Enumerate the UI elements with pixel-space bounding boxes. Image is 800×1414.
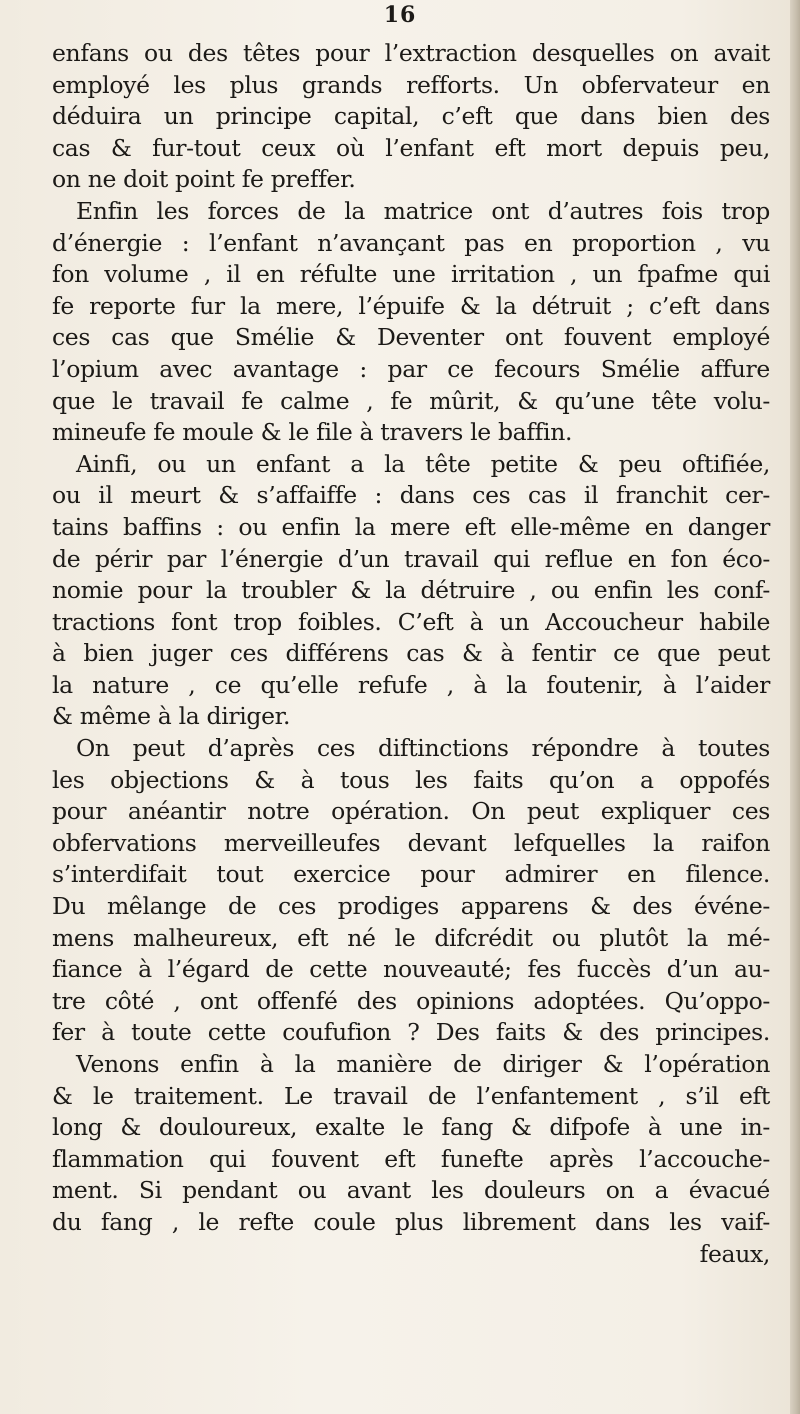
text-line: mineufe fe moule & le file à travers le baffin. <box>52 418 573 447</box>
text-line: les objections & à tous les faits qu’on a oppofés <box>52 765 770 794</box>
body-text <box>52 38 770 1270</box>
text-line: obfervations merveilleufes devant lefquelles la raifon <box>52 828 770 857</box>
text-line: ces cas que Smélie & Deventer ont fouvent employé <box>52 323 770 352</box>
text-line: du fang , le refte coule plus librement dans les vaif- <box>52 1207 770 1236</box>
page-edge <box>790 0 800 1414</box>
text-line: mens malheureux, eft né le difcrédit ou plutôt la mé- <box>52 923 770 952</box>
text-line: & même à la diriger. <box>52 702 291 731</box>
text-line: à bien juger ces différens cas & à fentir ce que peut <box>52 639 770 668</box>
text-line: flammation qui fouvent eft funefte après l’accouche- <box>52 1144 770 1173</box>
text-line: tractions font trop foibles. C’eft à un Accoucheur habile <box>52 607 770 636</box>
text-line: d’énergie : l’enfant n’avançant pas en proportion , vu <box>52 228 770 257</box>
text-line: Ainfi, ou un enfant a la tête petite & peu oftifiée, <box>76 449 770 478</box>
text-line: fon volume , il en réfulte une irritation , un fpafme qui <box>52 260 770 289</box>
text-line: employé les plus grands refforts. Un obfervateur en <box>52 70 770 99</box>
text-line: la nature , ce qu’elle refufe , à la foutenir, à l’aider <box>52 670 770 699</box>
text-line: Venons enfin à la manière de diriger & l’opération <box>76 1050 770 1078</box>
text-line: Du mêlange de ces prodiges apparens & des événe- <box>52 892 770 921</box>
text-line: fiance à l’égard de cette nouveauté; fes fuccès d’un au- <box>52 955 770 984</box>
text-line: nomie pour la troubler & la détruire , ou enfin les conf- <box>52 576 770 605</box>
text-line: on ne doit point fe preffer. <box>52 165 356 194</box>
text-line: ment. Si pendant ou avant les douleurs on a évacué <box>52 1176 770 1205</box>
text-line: fer à toute cette coufufion ? Des faits & des principes. <box>52 1018 770 1047</box>
text-line: s’interdifait tout exercice pour admirer en filence. <box>52 860 770 889</box>
text-line: cas & fur-tout ceux où l’enfant eft mort depuis peu, <box>52 133 770 162</box>
text-line: & le traitement. Le travail de l’enfantement , s’il eft <box>52 1081 770 1110</box>
text-line: ou il meurt & s’affaiffe : dans ces cas il franchit cer- <box>52 481 770 510</box>
text-line: tre côté , ont offenfé des opinions adoptées. Qu’oppo- <box>52 986 770 1015</box>
text-line: de périr par l’énergie d’un travail qui reflue en fon éco- <box>52 544 770 573</box>
text-line: long & douloureux, exalte le fang & difpofe à une in- <box>52 1113 770 1142</box>
text-line: On peut d’après ces diftinctions répondre à toutes <box>76 734 770 763</box>
page-number: 16 <box>383 2 417 28</box>
text-line: l’opium avec avantage : par ce fecours Smélie affure <box>52 354 770 383</box>
text-line: pour anéantir notre opération. On peut expliquer ces <box>52 797 770 826</box>
text-line: que le travail fe calme , fe mûrit, & qu’une tête volu- <box>52 386 770 415</box>
text-line: fe reporte fur la mere, l’épuife & la détruit ; c’eft dans <box>52 291 770 320</box>
text-line: tains baffins : ou enfin la mere eft elle-même en danger <box>52 512 770 541</box>
text-line: enfans ou des têtes pour l’extraction desquelles on avait <box>52 39 770 67</box>
text-line: Enfin les forces de la matrice ont d’autres fois trop <box>76 196 770 225</box>
text-line: déduira un principe capital, c’eft que dans bien des <box>52 102 770 131</box>
text-line: feaux, <box>699 1239 770 1268</box>
